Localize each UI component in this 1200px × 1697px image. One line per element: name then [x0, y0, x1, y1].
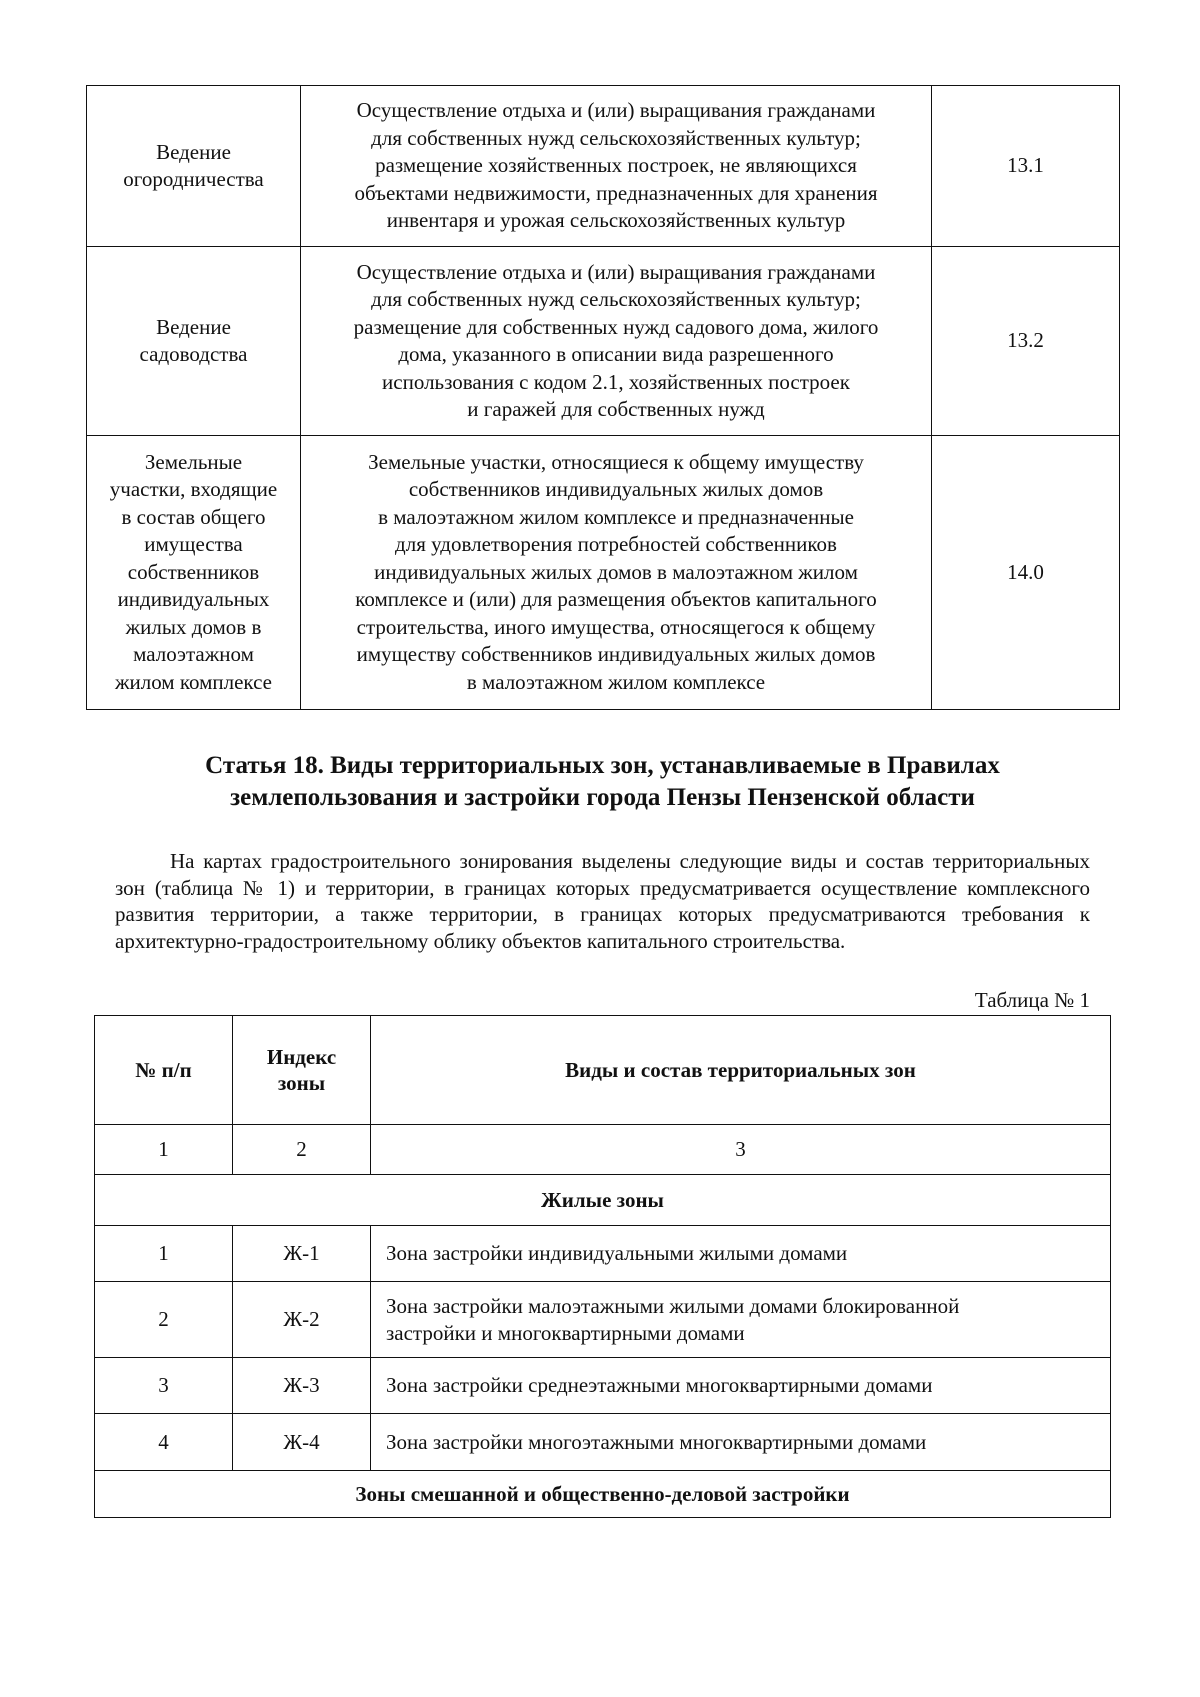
use-description-cell: Осуществление отдыха и (или) выращивания гражданами для собственных нужд сельскохозяйственных культур; размещение хозяйственных построек, не являющихся объектами недвижимости, предназначенных для хранения инвентаря и урожая сельскохозяйственных культур — [301, 86, 932, 247]
zone-type: Зона застройки многоэтажными многоквартирными домами — [371, 1414, 1111, 1471]
col-number: 3 — [371, 1125, 1111, 1175]
table-row — [95, 1358, 1111, 1414]
table-row — [87, 86, 1120, 247]
zone-index: Ж-4 — [233, 1414, 371, 1471]
table-row — [95, 1414, 1111, 1471]
table-row — [87, 247, 1120, 436]
zone-type: Зона застройки индивидуальными жилыми домами — [371, 1226, 1111, 1282]
zone-index: Ж-2 — [233, 1282, 371, 1358]
use-code-cell: 14.0 — [932, 436, 1120, 710]
use-code-cell: 13.2 — [932, 247, 1120, 436]
zone-type: Зона застройки малоэтажными жилыми домами блокированной застройки и многоквартирными домами — [371, 1282, 1111, 1358]
section-heading: Зоны смешанной и общественно-деловой застройки — [95, 1471, 1111, 1518]
table-row — [87, 436, 1120, 710]
header-row — [95, 1016, 1111, 1125]
use-description-cell: Осуществление отдыха и (или) выращивания гражданами для собственных нужд сельскохозяйственных культур; размещение для собственных нужд садового дома, жилого дома, указанного в описании вида разрешенного использования с кодом 2.1, хозяйственных построек и гаражей для собственных нужд — [301, 247, 932, 436]
zone-index: Ж-3 — [233, 1358, 371, 1414]
zone-index: Ж-1 — [233, 1226, 371, 1282]
article-title-line: землепользования и застройки города Пензы Пензенской области — [230, 784, 975, 811]
zone-num: 2 — [95, 1282, 233, 1358]
column-number-row — [95, 1125, 1111, 1175]
use-name-cell: Земельные участки, входящие в состав общего имущества собственников индивидуальных жилых домов в малоэтажном жилом комплексе — [87, 436, 301, 710]
use-name-cell: Ведение огородничества — [87, 86, 301, 247]
header-index: Индекс зоны — [233, 1016, 371, 1125]
use-name-cell: Ведение садоводства — [87, 247, 301, 436]
land-use-table — [86, 85, 1120, 710]
use-code-cell: 13.1 — [932, 86, 1120, 247]
article-title — [86, 750, 1119, 814]
header-types: Виды и состав территориальных зон — [371, 1016, 1111, 1125]
zone-num: 1 — [95, 1226, 233, 1282]
header-num: № п/п — [95, 1016, 233, 1125]
section-row — [95, 1175, 1111, 1226]
table-row — [95, 1226, 1111, 1282]
table-row — [95, 1282, 1111, 1358]
zone-type: Зона застройки среднеэтажными многоквартирными домами — [371, 1358, 1111, 1414]
zones-table — [94, 1015, 1111, 1518]
section-row — [95, 1471, 1111, 1518]
col-number: 2 — [233, 1125, 371, 1175]
use-description-cell: Земельные участки, относящиеся к общему имуществу собственников индивидуальных жилых домов в малоэтажном жилом комплексе и предназначенные для удовлетворения потребностей собственников индивидуальных жилых домов в малоэтажном жилом комплексе и (или) для размещения объектов капитального строительства, иного имущества, относящегося к общему имуществу собственников индивидуальных жилых домов в малоэтажном жилом комплексе — [301, 436, 932, 710]
zone-num: 4 — [95, 1414, 233, 1471]
section-heading: Жилые зоны — [95, 1175, 1111, 1226]
table-caption: Таблица № 1 — [974, 988, 1090, 1012]
col-number: 1 — [95, 1125, 233, 1175]
article-paragraph: На картах градостроительного зонирования выделены следующие виды и состав территориальных зон (таблица № 1) и территории, в границах которых предусматривается осуществление комплексного развития территории, а также территории, в границах которых предусматриваются требования к архитектурно-градостроительному облику объектов капитального строительства. — [115, 849, 1090, 953]
zone-num: 3 — [95, 1358, 233, 1414]
article-title-line: Статья 18. Виды территориальных зон, устанавливаемые в Правилах — [205, 752, 1000, 779]
